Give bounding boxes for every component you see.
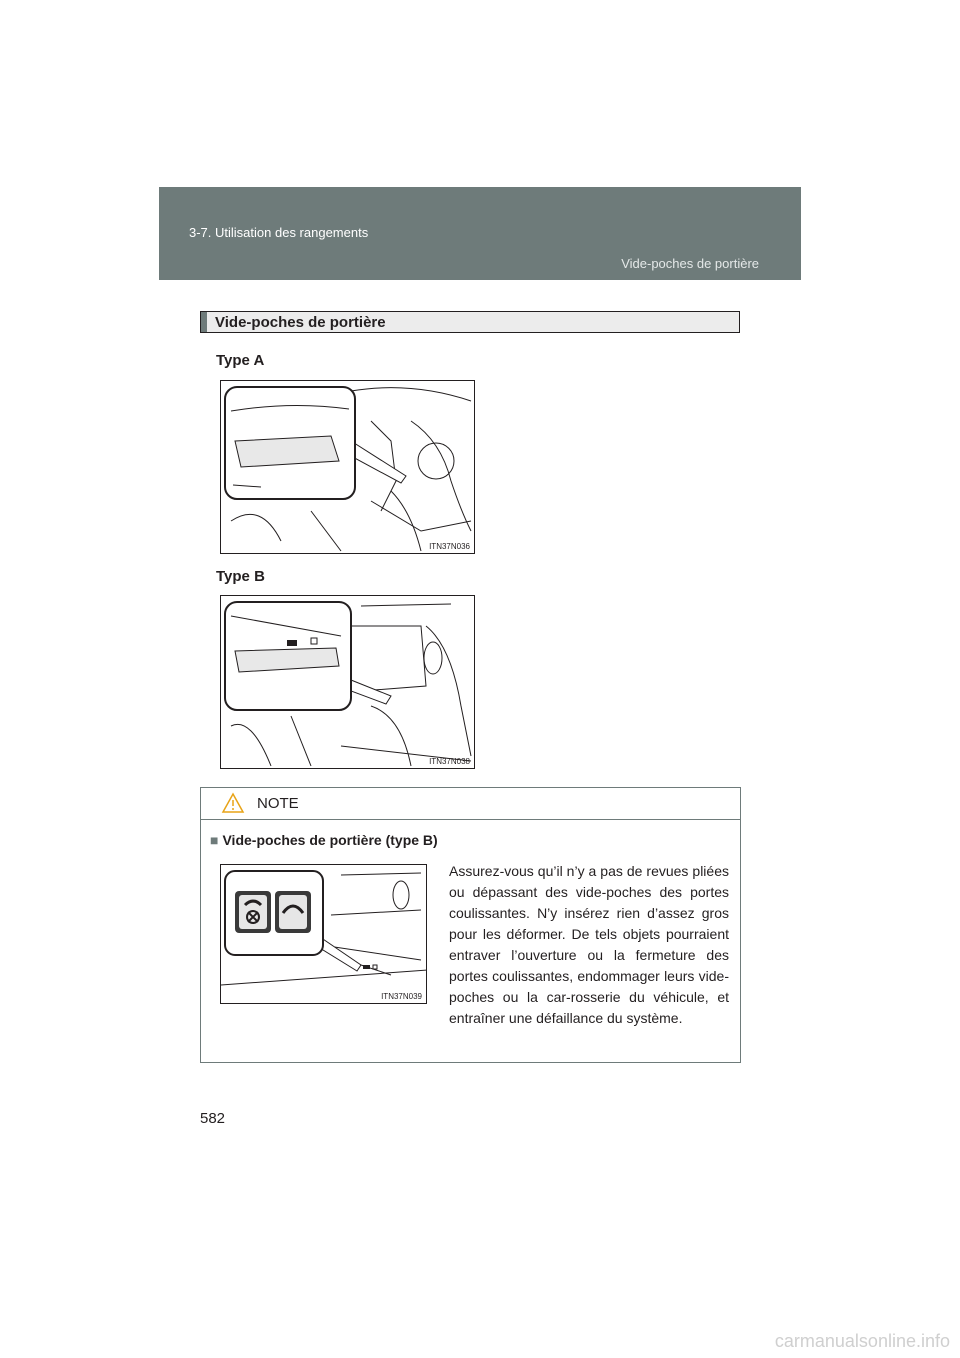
watermark: carmanualsonline.info (774, 1331, 950, 1351)
figure-code: ITN37N039 (381, 992, 422, 1001)
heading-accent (201, 312, 207, 332)
note-header (201, 788, 740, 820)
type-b-figure (220, 595, 475, 769)
heading-text: Vide-poches de portière (215, 314, 386, 331)
warning-triangle-icon (221, 792, 245, 814)
type-a-label: Type A (216, 352, 265, 369)
figure-code: ITN37N036 (429, 542, 470, 551)
note-figure (220, 864, 427, 1004)
section-label: 3-7. Utilisation des rangements (189, 225, 369, 240)
door-pocket-illustration-icon (221, 596, 475, 769)
door-switch-illustration-icon (221, 865, 427, 1004)
note-title: NOTE (257, 795, 299, 812)
type-b-label: Type B (216, 568, 265, 585)
door-pocket-illustration-icon (221, 381, 475, 554)
section-heading (200, 311, 740, 333)
square-bullet-icon: ■ (210, 832, 219, 848)
subsection-label: Vide-poches de portière (621, 256, 759, 271)
header-subsection (159, 250, 801, 280)
note-box (200, 787, 741, 1063)
note-subtitle-text: Vide-poches de portière (type B) (222, 832, 438, 848)
page-number: 582 (200, 1110, 226, 1127)
note-text: Assurez-vous qu’il n’y a pas de revues pliées ou dépassant des vide-poches des portes coulissantes. N’y insérez rien d’assez gros pour les déformer. De tels objets pourraient entraver l’ouverture ou la fermeture des portes coulissantes, endommager leurs vide-poches ou la car-rosserie du véhicule, et entraîner une défaillance du système. (449, 863, 729, 1026)
note-subtitle (210, 832, 438, 848)
type-a-figure (220, 380, 475, 554)
figure-code: ITN37N038 (429, 757, 470, 766)
